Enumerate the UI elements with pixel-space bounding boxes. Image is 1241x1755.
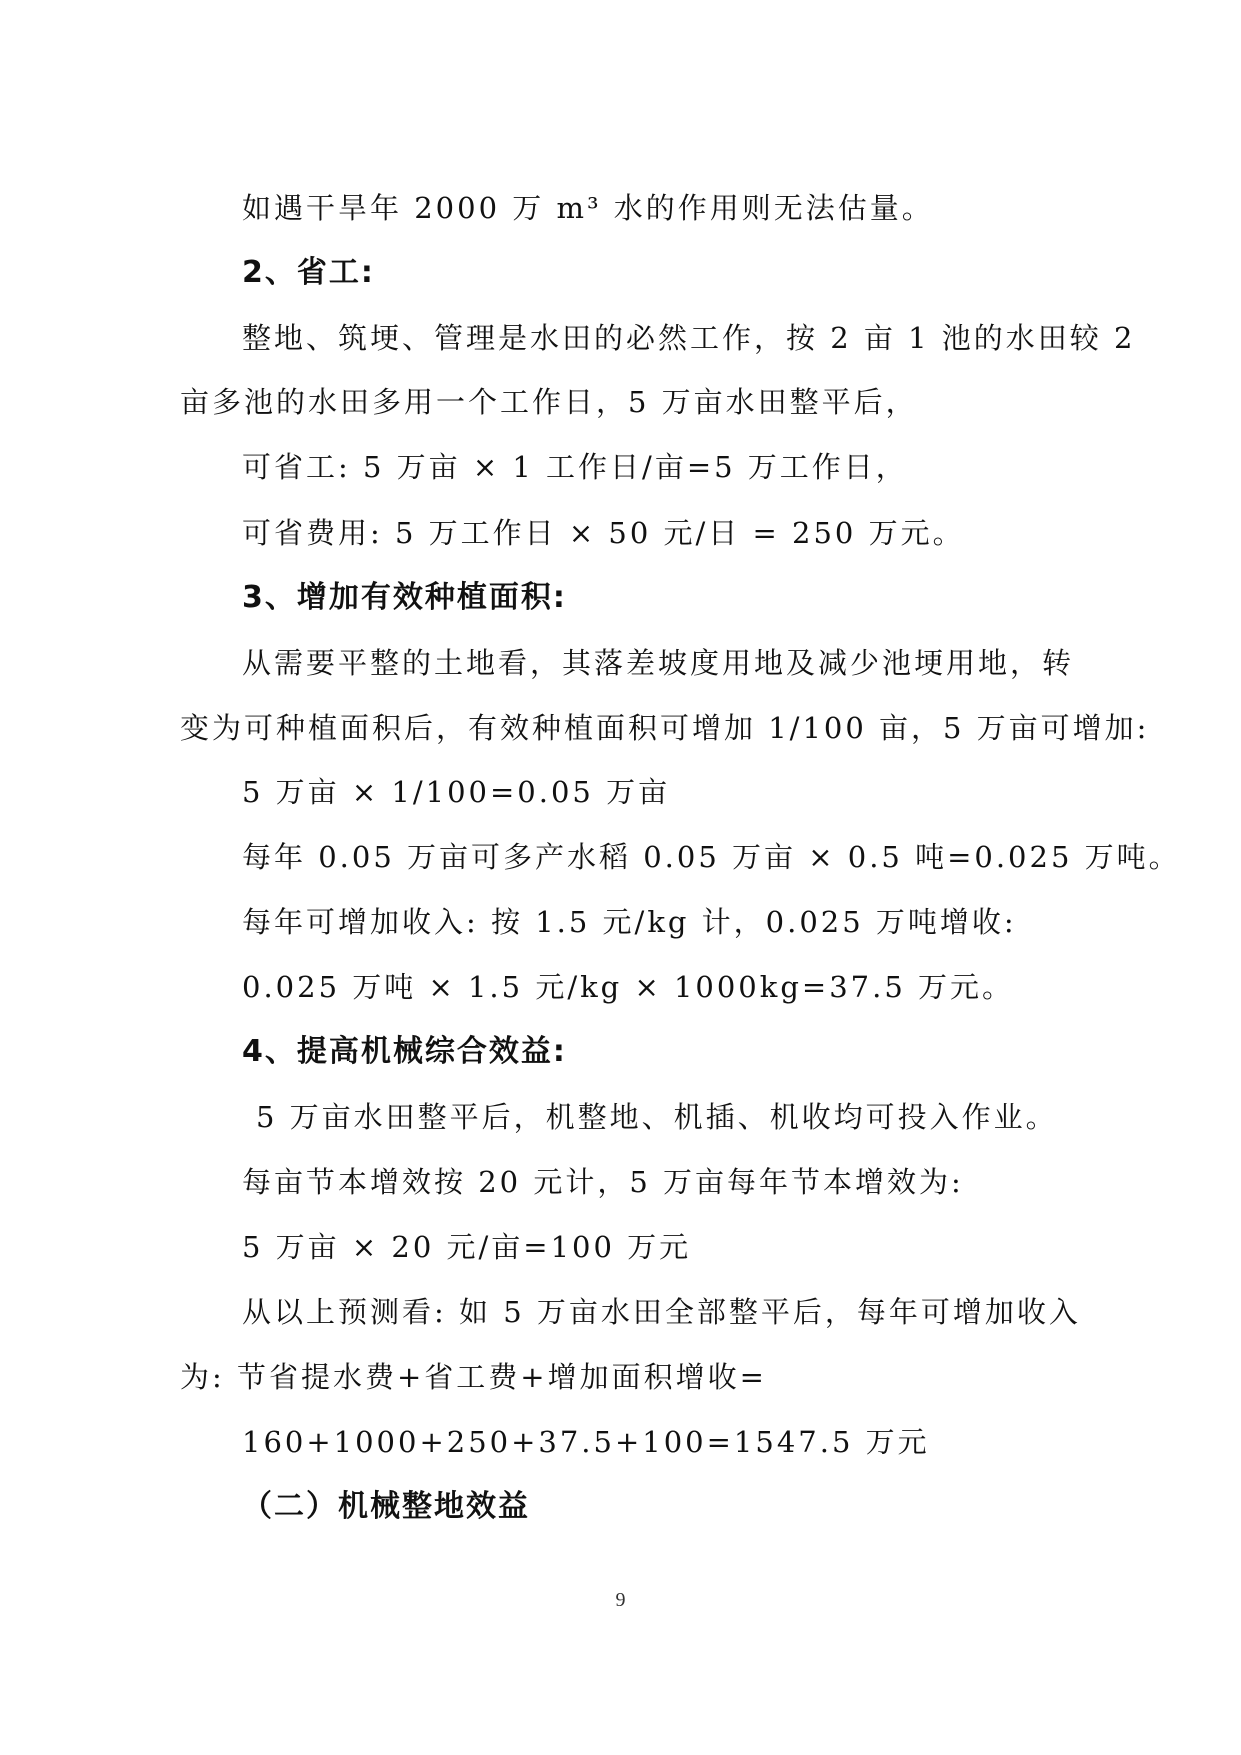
paragraph-line: 0.025 万吨 × 1.5 元/kg × 1000kg=37.5 万元。 (242, 970, 1014, 1004)
section-heading: 4、提高机械综合效益: (242, 1034, 567, 1069)
paragraph-line: 可省工: 5 万亩 × 1 工作日/亩=5 万工作日， (242, 450, 908, 484)
paragraph-line: 每亩节本增效按 20 元计，5 万亩每年节本增效为: (242, 1165, 964, 1199)
paragraph-line: 如遇干旱年 2000 万 m³ 水的作用则无法估量。 (242, 191, 934, 225)
paragraph-line: 5 万亩水田整平后，机整地、机插、机收均可投入作业。 (256, 1100, 1058, 1134)
paragraph-line: 从需要平整的土地看，其落差坡度用地及减少池埂用地，转 (242, 646, 1075, 680)
section-heading: 2、省工: (242, 255, 375, 290)
paragraph-line: 5 万亩 × 1/100=0.05 万亩 (242, 775, 671, 809)
paragraph-line: 亩多池的水田多用一个工作日，5 万亩水田整平后， (180, 385, 918, 419)
paragraph-line: 每年可增加收入: 按 1.5 元/kg 计，0.025 万吨增收: (242, 905, 1017, 939)
subsection-heading: （二）机械整地效益 (242, 1489, 530, 1524)
paragraph-line: 从以上预测看: 如 5 万亩水田全部整平后，每年可增加收入 (242, 1295, 1081, 1329)
paragraph-line: 每年 0.05 万亩可多产水稻 0.05 万亩 × 0.5 吨=0.025 万吨。 (242, 840, 1181, 874)
paragraph-line: 为: 节省提水费+省工费+增加面积增收= (180, 1360, 767, 1394)
page-number: 9 (615, 1589, 626, 1611)
section-heading: 3、增加有效种植面积: (242, 580, 567, 615)
paragraph-line: 5 万亩 × 20 元/亩=100 万元 (242, 1230, 692, 1264)
paragraph-line: 可省费用: 5 万工作日 × 50 元/日 = 250 万元。 (242, 516, 965, 550)
paragraph-line: 变为可种植面积后，有效种植面积可增加 1/100 亩，5 万亩可增加: (180, 711, 1150, 745)
paragraph-line: 整地、筑埂、管理是水田的必然工作，按 2 亩 1 池的水田较 2 (242, 321, 1136, 355)
paragraph-line: 160+1000+250+37.5+100=1547.5 万元 (242, 1425, 930, 1459)
